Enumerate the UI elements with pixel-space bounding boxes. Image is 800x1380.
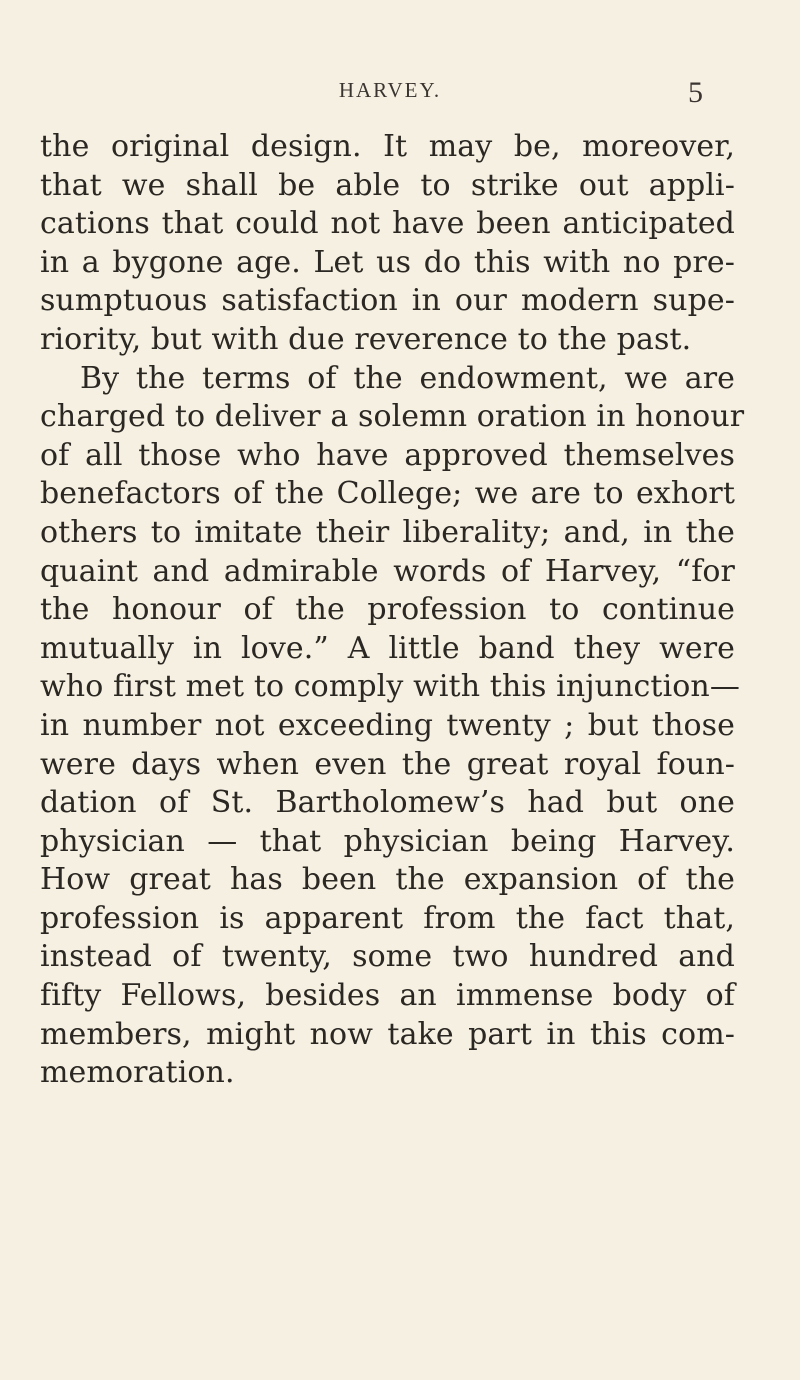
running-title: HARVEY. xyxy=(338,78,442,102)
text-line: charged to deliver a solemn oration in honour xyxy=(40,399,745,435)
text-line: physician — that physician being Harvey. xyxy=(40,823,735,859)
text-line: who first met to comply with this injunction— xyxy=(40,669,740,705)
text-line: profession is apparent from the fact that, xyxy=(40,900,735,936)
text-line: cations that could not have been anticipated xyxy=(40,206,735,242)
text-line: sumptuous satisfaction in our modern supe- xyxy=(40,283,735,319)
page-number: 5 xyxy=(688,76,703,109)
running-head xyxy=(0,78,800,108)
text-line: others to imitate their liberality; and, in the xyxy=(40,514,735,550)
text-line: dation of St. Bartholomew’s had but one xyxy=(40,785,735,821)
text-line: of all those who have approved themselves xyxy=(40,437,735,473)
text-line: the original design. It may be, moreover, xyxy=(40,129,735,164)
text-line: riority, but with due reverence to the past. xyxy=(40,321,692,357)
text-line: were days when even the great royal foun- xyxy=(40,746,735,782)
text-line: How great has been the expansion of the xyxy=(40,862,735,898)
text-line: members, might now take part in this com- xyxy=(40,1016,735,1052)
text-line: the honour of the profession to continue xyxy=(40,592,735,628)
text-line: in a bygone age. Let us do this with no pre- xyxy=(40,244,735,280)
paragraph-start-line: By the terms of the endowment, we are xyxy=(80,360,735,396)
text-line: that we shall be able to strike out appli- xyxy=(40,167,735,203)
text-line: mutually in love.” A little band they were xyxy=(40,630,735,666)
text-line: benefactors of the College; we are to exhort xyxy=(40,476,735,512)
text-line: in number not exceeding twenty ; but those xyxy=(40,707,735,743)
text-line: quaint and admirable words of Harvey, “for xyxy=(40,553,735,589)
text-line: memoration. xyxy=(40,1055,235,1091)
text-line: fifty Fellows, besides an immense body of xyxy=(40,978,735,1014)
body-text xyxy=(40,128,745,1093)
text-line: instead of twenty, some two hundred and xyxy=(40,939,735,975)
